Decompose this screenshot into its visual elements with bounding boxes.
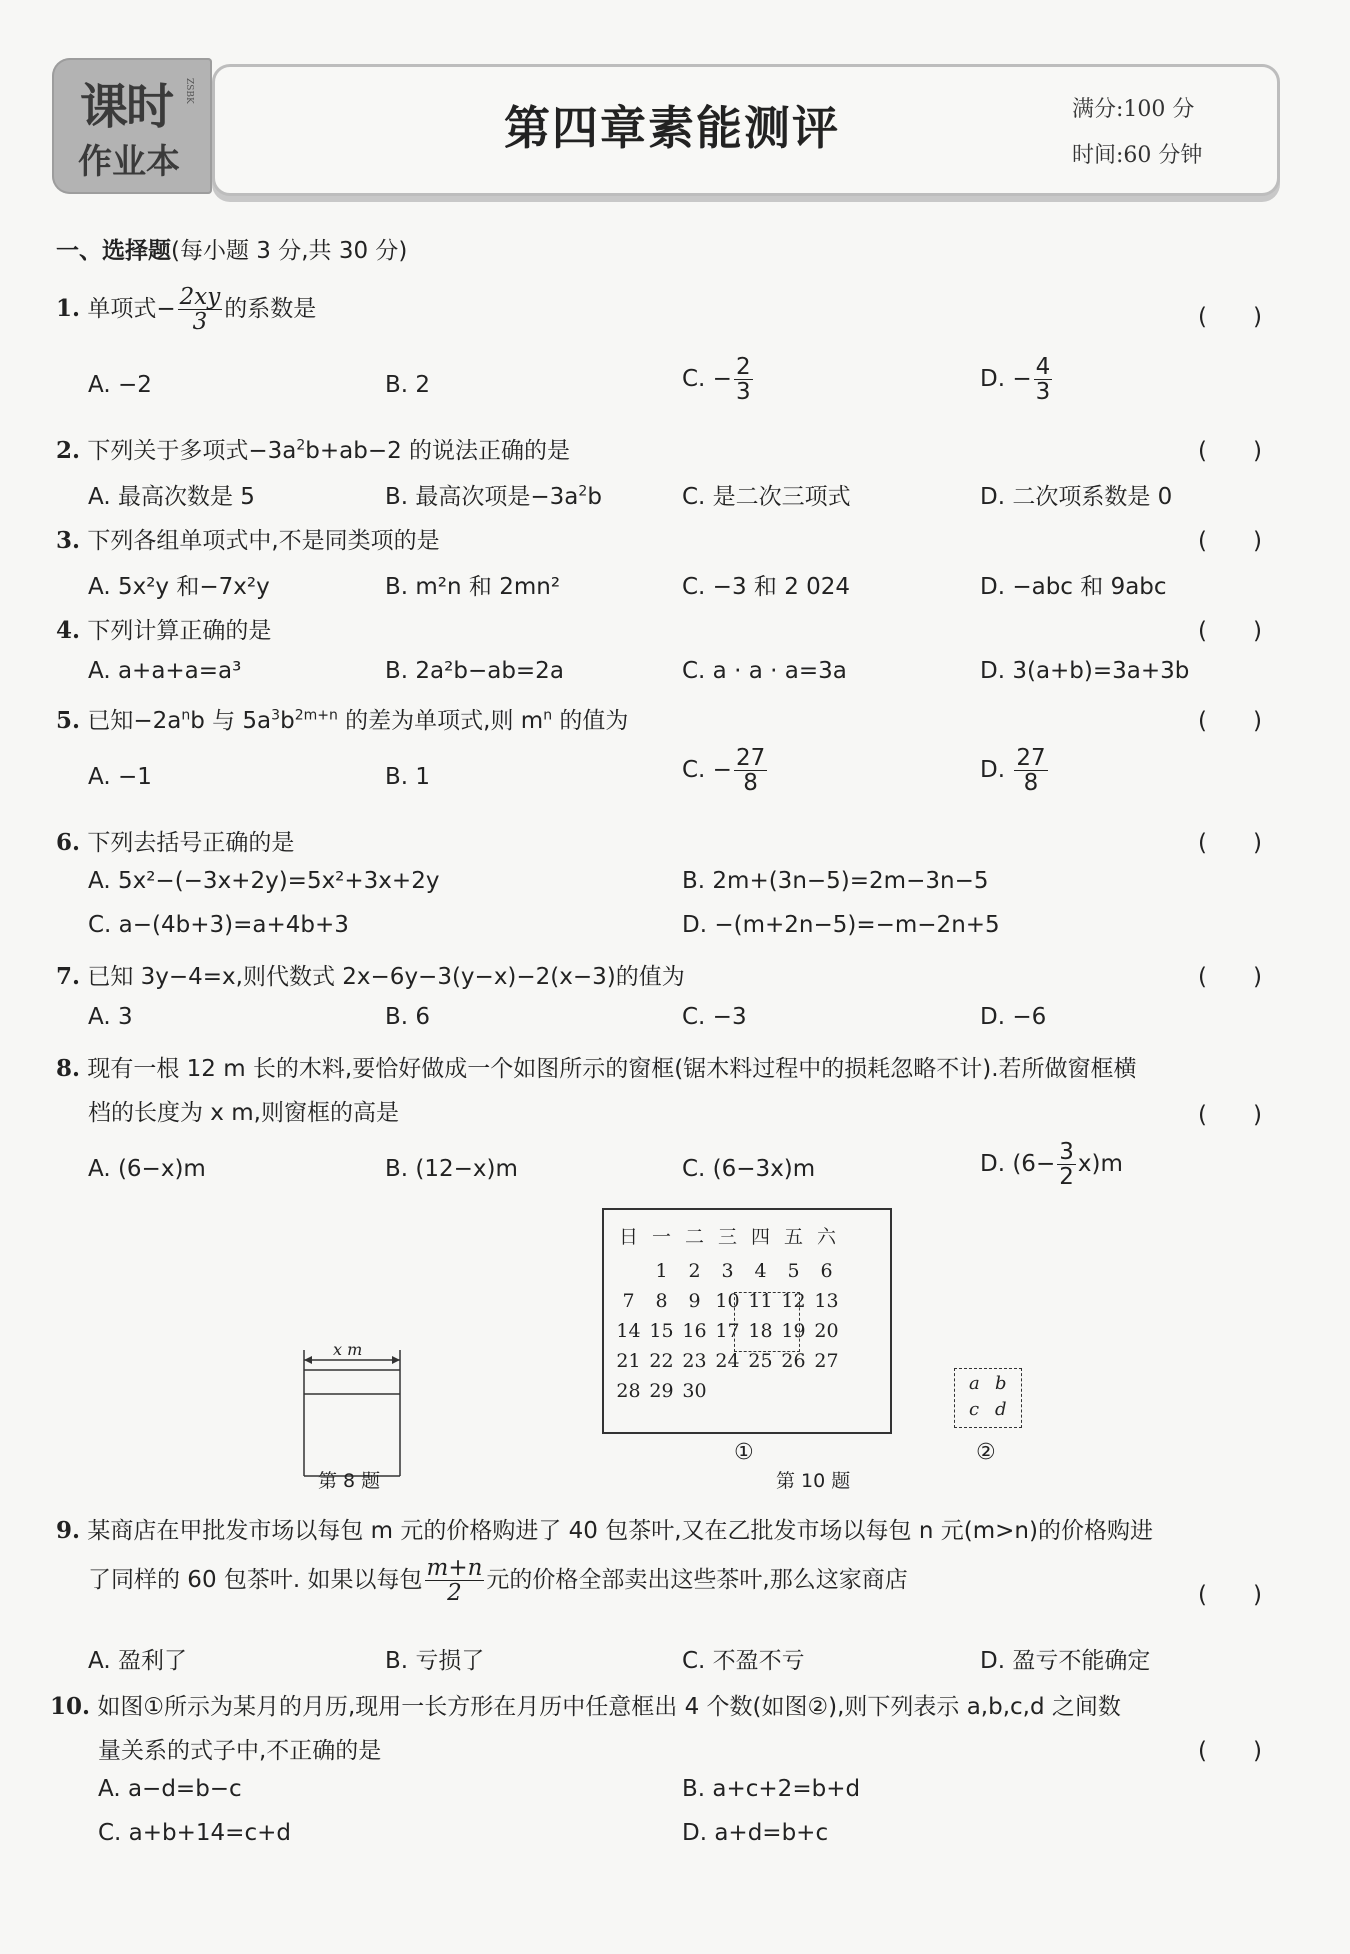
- question-3: [56, 522, 440, 555]
- option-a: A. −2: [88, 372, 152, 398]
- option-c: C. a+b+14=c+d: [98, 1820, 291, 1846]
- question-6: [56, 824, 294, 857]
- exponent: n: [543, 707, 553, 724]
- figure-8-caption: 第 8 题: [318, 1470, 381, 1492]
- fraction: [1014, 746, 1047, 795]
- section-title-text: 一、选择题: [56, 238, 171, 264]
- fraction: [425, 1556, 485, 1605]
- logo-top-text: 课时: [80, 79, 173, 135]
- option-c: C. −3: [682, 1004, 747, 1030]
- option-b: B. 亏损了: [385, 1648, 485, 1674]
- box-d: d: [995, 1399, 1007, 1420]
- calendar-day: 15: [649, 1320, 674, 1342]
- fraction-numerator: 2: [735, 354, 751, 380]
- question-text: 下列去括号正确的是: [87, 830, 295, 856]
- fraction: [734, 746, 767, 795]
- option-d-prefix: D. −: [980, 366, 1032, 393]
- fraction-denominator: 3: [735, 379, 751, 406]
- fraction-numerator: 27: [1016, 745, 1046, 771]
- question-text: 元的价格全部卖出这些茶叶,那么这家商店: [486, 1567, 908, 1594]
- option-c: C. a−(4b+3)=a+4b+3: [88, 912, 349, 938]
- option-a: A. 最高次数是 5: [88, 484, 255, 510]
- calendar-day: 1: [655, 1260, 668, 1282]
- question-text: b+ab−2 的说法正确的是: [305, 438, 571, 464]
- question-10: [50, 1688, 1121, 1721]
- answer-bracket: ( ): [1198, 964, 1262, 990]
- option-d: [980, 355, 1054, 404]
- question-text: 下列计算正确的是: [87, 618, 272, 644]
- box-a: a: [969, 1373, 980, 1394]
- answer-bracket: ( ): [1198, 1102, 1262, 1128]
- question-number: 8.: [56, 1055, 81, 1082]
- question-number: 9.: [56, 1517, 81, 1544]
- calendar-day: 21: [616, 1350, 641, 1372]
- option-c: C. −3 和 2 024: [682, 574, 851, 600]
- answer-bracket: ( ): [1198, 1738, 1262, 1764]
- calendar-day: 17: [715, 1320, 740, 1342]
- calendar-day: 29: [649, 1380, 674, 1402]
- answer-bracket: ( ): [1198, 438, 1262, 464]
- fraction-numerator: 27: [735, 745, 766, 771]
- option-c-prefix: C. −: [682, 757, 732, 784]
- option-c: [682, 355, 755, 404]
- calendar-weekday: 一: [651, 1226, 671, 1248]
- option-d: D. 二次项系数是 0: [980, 484, 1173, 510]
- option-b: B. (12−x)m: [385, 1156, 518, 1182]
- full-score: 满分:100 分: [1072, 97, 1195, 122]
- question-text: 的差为单项式,则 m: [337, 708, 544, 734]
- calendar-selection-box: [734, 1292, 800, 1352]
- calendar-day: 24: [715, 1350, 740, 1372]
- option-b: [385, 478, 602, 511]
- question-text: b 与 5a: [190, 708, 272, 734]
- question-text: 某商店在甲批发市场以每包 m 元的价格购进了 40 包茶叶,又在乙批发市场以每包 n 元(m>n)的价格购进: [87, 1518, 1153, 1544]
- section-note: (每小题 3 分,共 30 分): [171, 238, 408, 264]
- option-c: C. 是二次三项式: [682, 484, 851, 510]
- box-b: b: [995, 1373, 1007, 1394]
- option-b: B. 6: [385, 1004, 431, 1030]
- option-c: C. 不盈不亏: [682, 1648, 805, 1674]
- brand-logo: [52, 58, 212, 194]
- question-number: 4.: [56, 617, 81, 644]
- question-number: 6.: [56, 829, 81, 856]
- question-text: 了同样的 60 包茶叶. 如果以每包: [88, 1567, 423, 1594]
- question-number: 3.: [56, 527, 81, 554]
- question-8: [56, 1050, 1137, 1083]
- calendar-day: 4: [754, 1260, 767, 1282]
- fraction-numerator: m+n: [426, 1555, 483, 1581]
- option-b: B. 2a²b−ab=2a: [385, 658, 564, 684]
- option-d-prefix: D.: [980, 757, 1013, 784]
- exponent: 2m+n: [294, 707, 338, 724]
- arrow-right-icon: [392, 1356, 400, 1364]
- calendar-day: 16: [682, 1320, 707, 1342]
- calendar-day: 14: [616, 1320, 641, 1342]
- question-8-line2: 档的长度为 x m,则窗框的高是: [88, 1100, 399, 1126]
- calendar-day: 3: [721, 1260, 734, 1282]
- question-text: 下列各组单项式中,不是同类项的是: [87, 528, 440, 554]
- answer-bracket: ( ): [1198, 830, 1262, 856]
- option-d: D. −abc 和 9abc: [980, 574, 1167, 600]
- fraction-denominator: 2: [1059, 1164, 1074, 1191]
- arrow-left-icon: [304, 1356, 312, 1364]
- option-d: D. −(m+2n−5)=−m−2n+5: [682, 912, 1000, 938]
- question-4: [56, 612, 271, 645]
- calendar-day: 26: [781, 1350, 806, 1372]
- exponent: 3: [271, 707, 281, 724]
- calendar-day: 25: [748, 1350, 773, 1372]
- option-d: D. 3(a+b)=3a+3b: [980, 658, 1190, 684]
- calendar-day: 11: [748, 1290, 773, 1312]
- option-d: [980, 1140, 1123, 1189]
- calendar-day: 20: [814, 1320, 839, 1342]
- calendar-day: 6: [820, 1260, 833, 1282]
- option-d: D. 盈亏不能确定: [980, 1648, 1151, 1674]
- calendar-day: 8: [655, 1290, 668, 1312]
- option-a: A. (6−x)m: [88, 1156, 206, 1182]
- question-10-line2: 量关系的式子中,不正确的是: [98, 1738, 382, 1764]
- exponent: 2: [578, 483, 588, 500]
- fraction-denominator: 3: [1035, 379, 1051, 406]
- option-a: A. 5x²y 和−7x²y: [88, 574, 270, 600]
- question-2: [56, 432, 570, 465]
- exponent: 2: [296, 437, 306, 454]
- fraction: [178, 285, 223, 334]
- fraction-numerator: 3: [1059, 1139, 1074, 1165]
- calendar-day: 13: [814, 1290, 839, 1312]
- answer-bracket: ( ): [1198, 618, 1262, 644]
- option-a: A. a−d=b−c: [98, 1776, 242, 1802]
- option-d: D. −6: [980, 1004, 1047, 1030]
- option-c-prefix: C. −: [682, 366, 732, 393]
- question-text: 的系数是: [224, 296, 317, 323]
- calendar-weekday: 五: [783, 1226, 803, 1248]
- option-d-prefix: D. (6−: [980, 1151, 1056, 1178]
- answer-bracket: ( ): [1198, 528, 1262, 554]
- fraction: [734, 355, 753, 404]
- option-b: B. 1: [385, 764, 431, 790]
- calendar-day: 9: [688, 1290, 701, 1312]
- question-7: [56, 958, 685, 991]
- option-b-prefix: B. 最高次项是−3a: [385, 484, 579, 510]
- calendar-day: 19: [781, 1320, 806, 1342]
- answer-bracket: ( ): [1198, 708, 1262, 734]
- logo-bottom-text: 作业本: [78, 142, 180, 182]
- question-9-line2: [88, 1556, 908, 1605]
- calendar-weekday: 四: [750, 1226, 770, 1248]
- figure-10-caption: 第 10 题: [776, 1470, 851, 1492]
- question-text: 已知−2a: [87, 708, 182, 734]
- calendar-day: 30: [682, 1380, 707, 1402]
- calendar-day: 12: [781, 1290, 806, 1312]
- calendar-weekday: 二: [684, 1226, 704, 1248]
- question-text: 如图①所示为某月的月历,现用一长方形在月历中任意框出 4 个数(如图②),则下列表示 a,b,c,d 之间数: [97, 1694, 1121, 1720]
- question-text: 已知 3y−4=x,则代数式 2x−6y−3(y−x)−2(x−3)的值为: [87, 964, 685, 990]
- question-number: 1.: [56, 295, 81, 323]
- question-text: 单项式−: [87, 296, 176, 323]
- question-number: 2.: [56, 437, 81, 464]
- fraction-denominator: 8: [743, 770, 758, 797]
- option-c: C. (6−3x)m: [682, 1156, 816, 1182]
- option-c: [682, 746, 769, 795]
- calendar-weekday: 日: [618, 1226, 638, 1248]
- fraction-denominator: 8: [1023, 770, 1039, 797]
- option-b-suffix: b: [587, 484, 602, 510]
- calendar-weekday: 三: [717, 1226, 737, 1248]
- option-c: C. a · a · a=3a: [682, 658, 847, 684]
- option-b: B. m²n 和 2mn²: [385, 574, 561, 600]
- page-title: 第四章素能测评: [504, 101, 840, 155]
- question-5: [56, 702, 628, 735]
- fraction-denominator: 2: [447, 1580, 462, 1607]
- option-d: [980, 746, 1050, 795]
- question-text: b: [280, 708, 295, 734]
- fraction: [1057, 1140, 1076, 1189]
- question-text: 现有一根 12 m 长的木料,要恰好做成一个如图所示的窗框(锯木料过程中的损耗忽略不计).若所做窗框横: [87, 1056, 1137, 1082]
- answer-bracket: ( ): [1198, 1582, 1262, 1608]
- fraction: [1034, 355, 1053, 404]
- abcd-box: [954, 1368, 1022, 1428]
- calendar-day: 27: [814, 1350, 839, 1372]
- calendar-weekday: 六: [816, 1226, 836, 1248]
- figure-mark-1: ①: [734, 1440, 754, 1465]
- option-d: D. a+d=b+c: [682, 1820, 829, 1846]
- option-b: B. 2: [385, 372, 431, 398]
- box-c: c: [969, 1399, 980, 1420]
- option-a: A. 盈利了: [88, 1648, 187, 1674]
- calendar-day: 10: [715, 1290, 740, 1312]
- calendar-day: 18: [748, 1320, 773, 1342]
- exponent: n: [181, 707, 191, 724]
- option-a: A. 3: [88, 1004, 133, 1030]
- question-number: 10.: [50, 1693, 91, 1720]
- question-9: [56, 1512, 1153, 1545]
- option-d-suffix: x)m: [1077, 1151, 1123, 1178]
- dimension-label: x m: [330, 1340, 365, 1359]
- calendar-day: 7: [622, 1290, 635, 1312]
- calendar-day: 5: [787, 1260, 800, 1282]
- calendar-day: 28: [616, 1380, 641, 1402]
- fraction-denominator: 3: [192, 309, 208, 336]
- option-a: A. 5x²−(−3x+2y)=5x²+3x+2y: [88, 868, 440, 894]
- fraction-numerator: 2xy: [179, 284, 221, 310]
- question-number: 7.: [56, 963, 81, 990]
- calendar-day: 2: [688, 1260, 701, 1282]
- figure-mark-2: ②: [976, 1440, 996, 1465]
- option-a: A. −1: [88, 764, 152, 790]
- calendar-day: 23: [682, 1350, 707, 1372]
- question-number: 5.: [56, 707, 81, 734]
- fraction-numerator: 4: [1035, 354, 1051, 380]
- option-b: B. a+c+2=b+d: [682, 1776, 861, 1802]
- window-frame-figure: [290, 1340, 420, 1480]
- calendar-day: 22: [649, 1350, 674, 1372]
- option-a: A. a+a+a=a³: [88, 658, 242, 684]
- question-text: 的值为: [552, 708, 629, 734]
- question-text: 下列关于多项式−3a: [87, 438, 297, 464]
- logo-tag-text: ZSBK: [184, 78, 194, 104]
- question-1: [56, 285, 316, 334]
- section-title: [56, 232, 407, 265]
- answer-bracket: ( ): [1198, 304, 1262, 330]
- time-limit: 时间:60 分钟: [1072, 143, 1203, 168]
- option-b: B. 2m+(3n−5)=2m−3n−5: [682, 868, 989, 894]
